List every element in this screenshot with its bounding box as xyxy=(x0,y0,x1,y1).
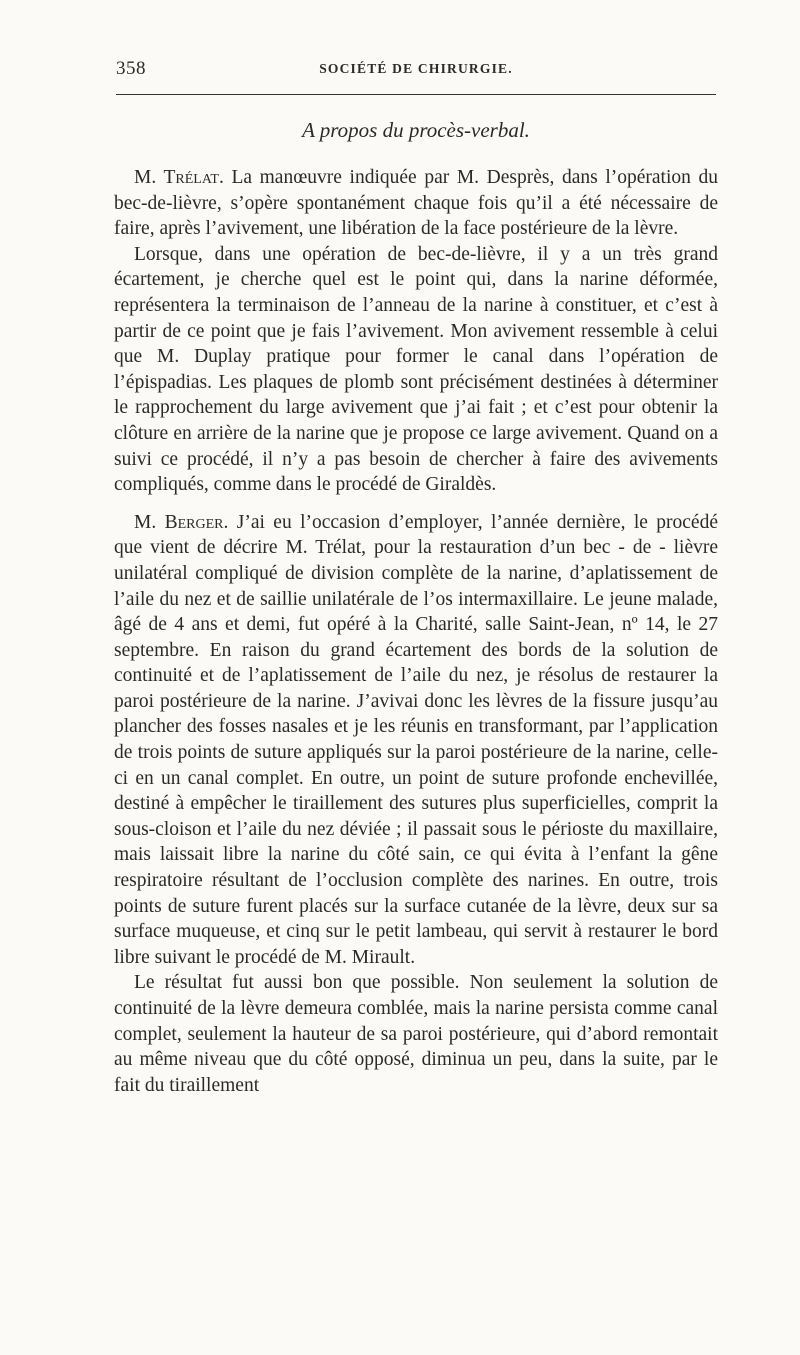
running-head: SOCIÉTÉ DE CHIRURGIE. xyxy=(319,61,513,76)
paragraph-trelat-continued xyxy=(114,242,718,498)
paragraph-result xyxy=(114,970,718,1098)
page-header xyxy=(116,58,716,86)
page-body xyxy=(114,118,718,1098)
paragraph-trelat xyxy=(114,165,718,242)
paragraph-text: J’ai eu l’occasion d’employer, l’année dernière, le procédé que vient de décrire M. Trélat, pour la restauration d’un bec - de - lièvre unilatéral compliqué de division complète de la narine, d’aplatissement de l’aile du nez et de saillie unilatérale de l’os intermaxillaire. Le jeune malade, âgé de 4 ans et demi, fut opéré à la Charité, salle Saint-Jean, nº 14, le 27 septembre. En raison du grand écartement des bords de la solution de continuité et de l’aplatissement de l’aile du nez, je résolus de restaurer la paroi postérieure de la narine. J’avivai donc les lèvres de la fissure jusqu’au plancher des fosses nasales et je les réunis en transformant, par l’application de trois points de suture appliqués sur la paroi postérieure de la narine, celle-ci en un canal complet. En outre, un point de suture profonde enchevillée, destiné à empêcher le tiraillement des sutures plus superficielles, comprit la sous-cloison et l’aile du nez déviée ; il passait sous le périoste du maxillaire, mais laissait libre la narine du côté sain, ce qui évita à l’enfant la gêne respiratoire résultant de l’occlusion complète des narines. En outre, trois points de suture furent placés sur la surface cutanée de la lèvre, deux sur sa surface muqueuse, et cinq sur le petit lambeau, qui servit à restaurer le bord libre suivant le procédé de M. Mirault. xyxy=(114,511,718,968)
paragraph-text: La manœuvre indiquée par M. Desprès, dans l’opération du bec-de-lièvre, s’opère spontanément chaque fois qu’il a été nécessaire de faire, après l’avivement, une libération de la face postérieure de la lèvre. xyxy=(114,167,718,240)
paragraph-text: Le résultat fut aussi bon que possible. Non seulement la solution de continuité de la lèvre demeura comblée, mais la narine persista comme canal complet, seulement la hauteur de sa paroi postérieure, qui d’abord remontait au même niveau que du côté opposé, diminua un peu, dans la suite, par le fait du tiraillement xyxy=(114,972,718,1096)
speaker-name: M. Trélat. xyxy=(134,167,224,188)
speaker-name: M. Berger. xyxy=(134,511,229,533)
paragraph-berger xyxy=(114,510,718,971)
paragraph-text: Lorsque, dans une opération de bec-de-lièvre, il y a un très grand écartement, je cherche quel est le point qui, dans la narine déformée, représentera la terminaison de l’anneau de la narine à constituer, et c’est à partir de ce point que je fais l’avivement. Mon avivement ressemble à celui que M. Duplay pratique pour former le canal dans l’opération de l’épispadias. Les plaques de plomb sont précisément destinées à déterminer le rapprochement du large avivement que j’ai fait ; et c’est pour obtenir la clôture en arrière de la narine que je propose ce large avivement. Quand on a suivi ce procédé, il n’y a pas besoin de chercher à faire des avivements compliqués, comme dans le procédé de Giraldès. xyxy=(114,243,718,496)
page-number: 358 xyxy=(116,58,146,79)
section-title: A propos du procès-verbal. xyxy=(302,118,530,142)
header-rule xyxy=(116,94,716,95)
